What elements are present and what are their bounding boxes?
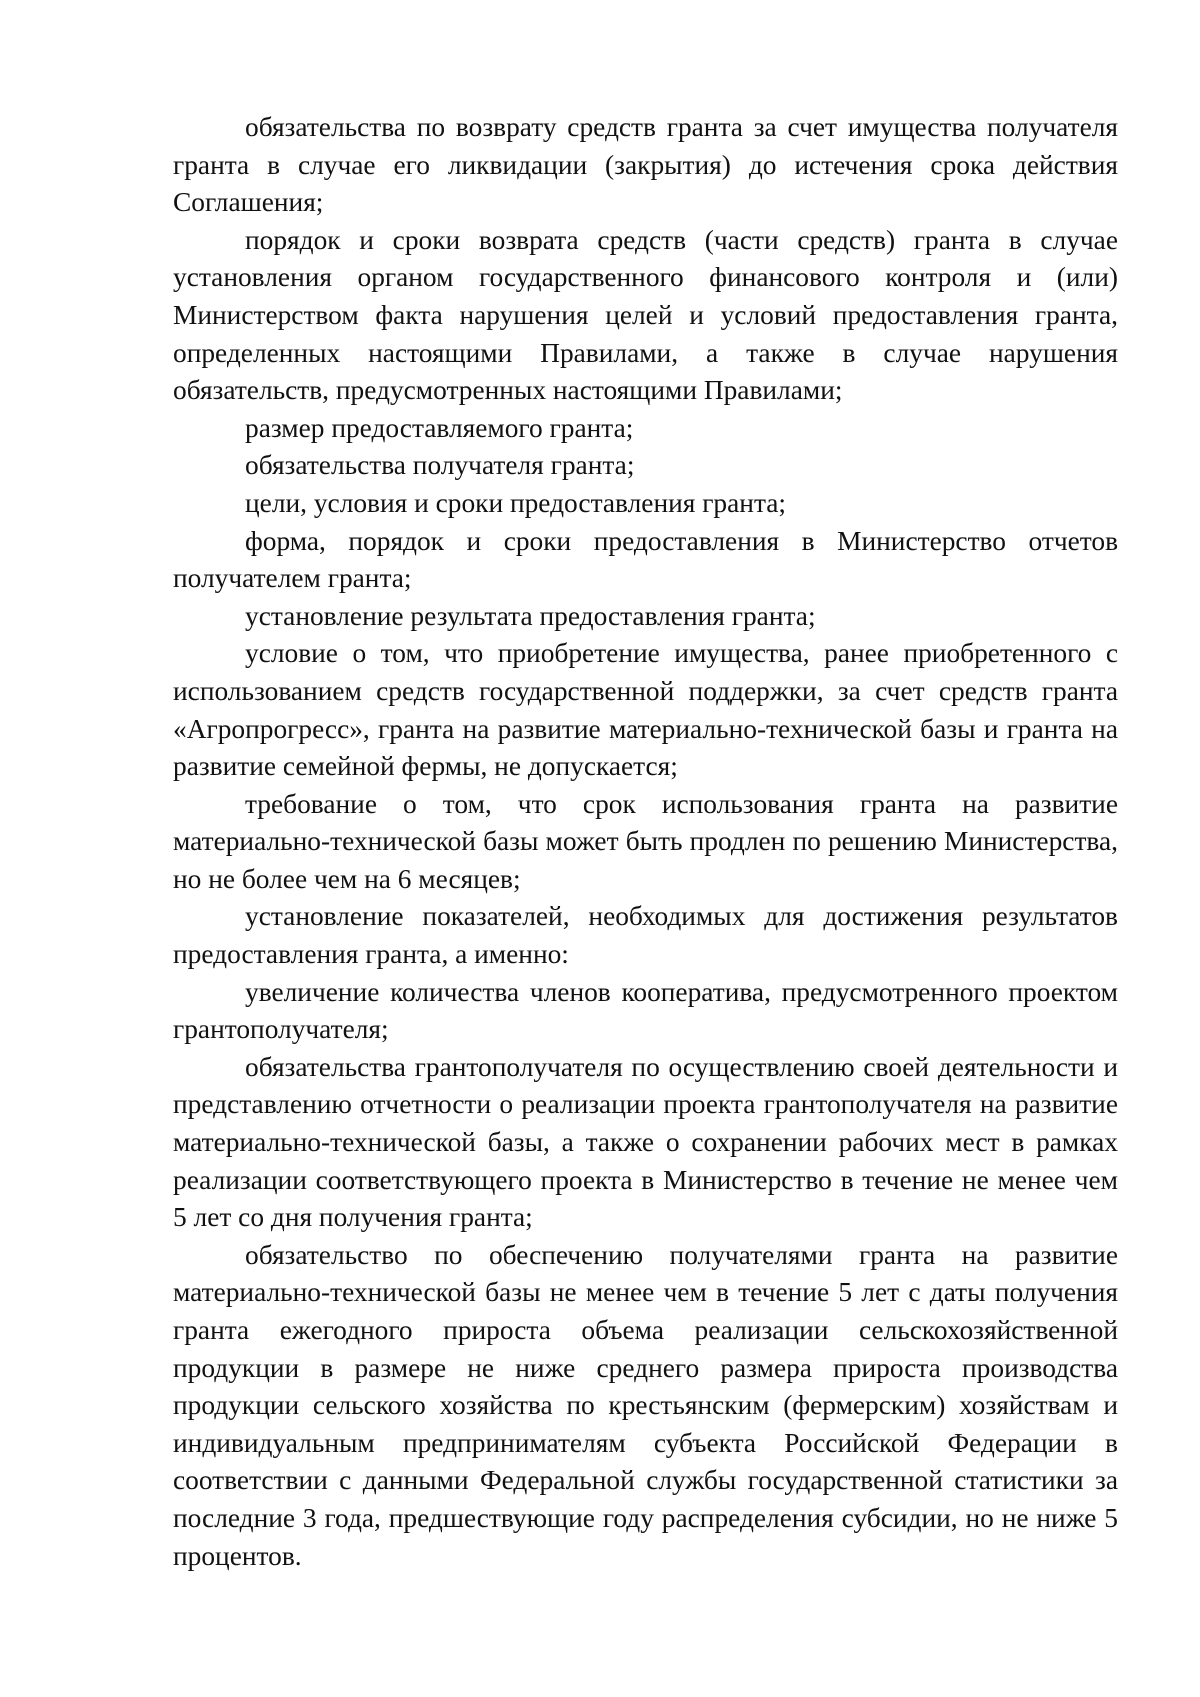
paragraph-recipient-obligations: обязательства получателя гранта;: [245, 450, 635, 481]
paragraph-goals-conditions-terms: цели, условия и сроки предоставления гранта;: [245, 487, 787, 518]
paragraph-activity-reporting: обязательства грантополучателя по осуществлению своей деятельности и представлению отчетности о реализации проекта грантополучателя на развитие материально-технической базы, а также о сохранении рабочих мест в рамках реализации соответствующего проекта в Министерство в течение не менее чем 5 лет со дня получения гранта;: [173, 1051, 1118, 1233]
paragraph-liquidation-obligations: обязательства по возврату средств гранта за счет имущества получателя гранта в случае его ликвидации (закрытия) до истечения срока действия Соглашения;: [173, 112, 1118, 218]
paragraph-growth-obligation: обязательство по обеспечению получателями гранта на развитие материально-технической базы не менее чем в течение 5 лет с даты получения гранта ежегодного прироста объема реализации сельскохозяйственной продукции в размере не ниже среднего размера прироста производства продукции сельского хозяйства по крестьянским (фермерским) хозяйствам и индивидуальным предпринимателям субъекта Российской Федерации в соответствии с данными Федеральной службы государственной статистики за последние 3 года, предшествующие году распределения субсидии, но не ниже 5 процентов.: [173, 1239, 1118, 1571]
paragraph-report-form: форма, порядок и сроки предоставления в Министерство отчетов получателем гранта;: [173, 525, 1118, 594]
paragraph-indicators: установление показателей, необходимых для достижения результатов предоставления гранта, а именно:: [173, 901, 1118, 970]
paragraph-member-increase: увеличение количества членов кооператива, предусмотренного проектом грантополучателя;: [173, 976, 1118, 1045]
paragraph-property-acquisition-condition: условие о том, что приобретение имущества, ранее приобретенного с использованием средств государственной поддержки, за счет средств гранта «Агропрогресс», гранта на развитие материально-технической базы и гранта на развитие семейной фермы, не допускается;: [173, 638, 1118, 782]
paragraph-term-extension: требование о том, что срок использования гранта на развитие материально-технической базы может быть продлен по решению Министерства, но не более чем на 6 месяцев;: [173, 788, 1118, 894]
document-body: [173, 109, 1118, 1575]
paragraph-result-setting: установление результата предоставления гранта;: [245, 600, 816, 631]
paragraph-refund-procedure: порядок и сроки возврата средств (части средств) гранта в случае установления органом государственного финансового контроля и (или) Министерством факта нарушения целей и условий предоставления гранта, определенных настоящими Правилами, а также в случае нарушения обязательств, предусмотренных настоящими Правилами;: [173, 224, 1118, 406]
paragraph-grant-size: размер предоставляемого гранта;: [245, 412, 634, 443]
